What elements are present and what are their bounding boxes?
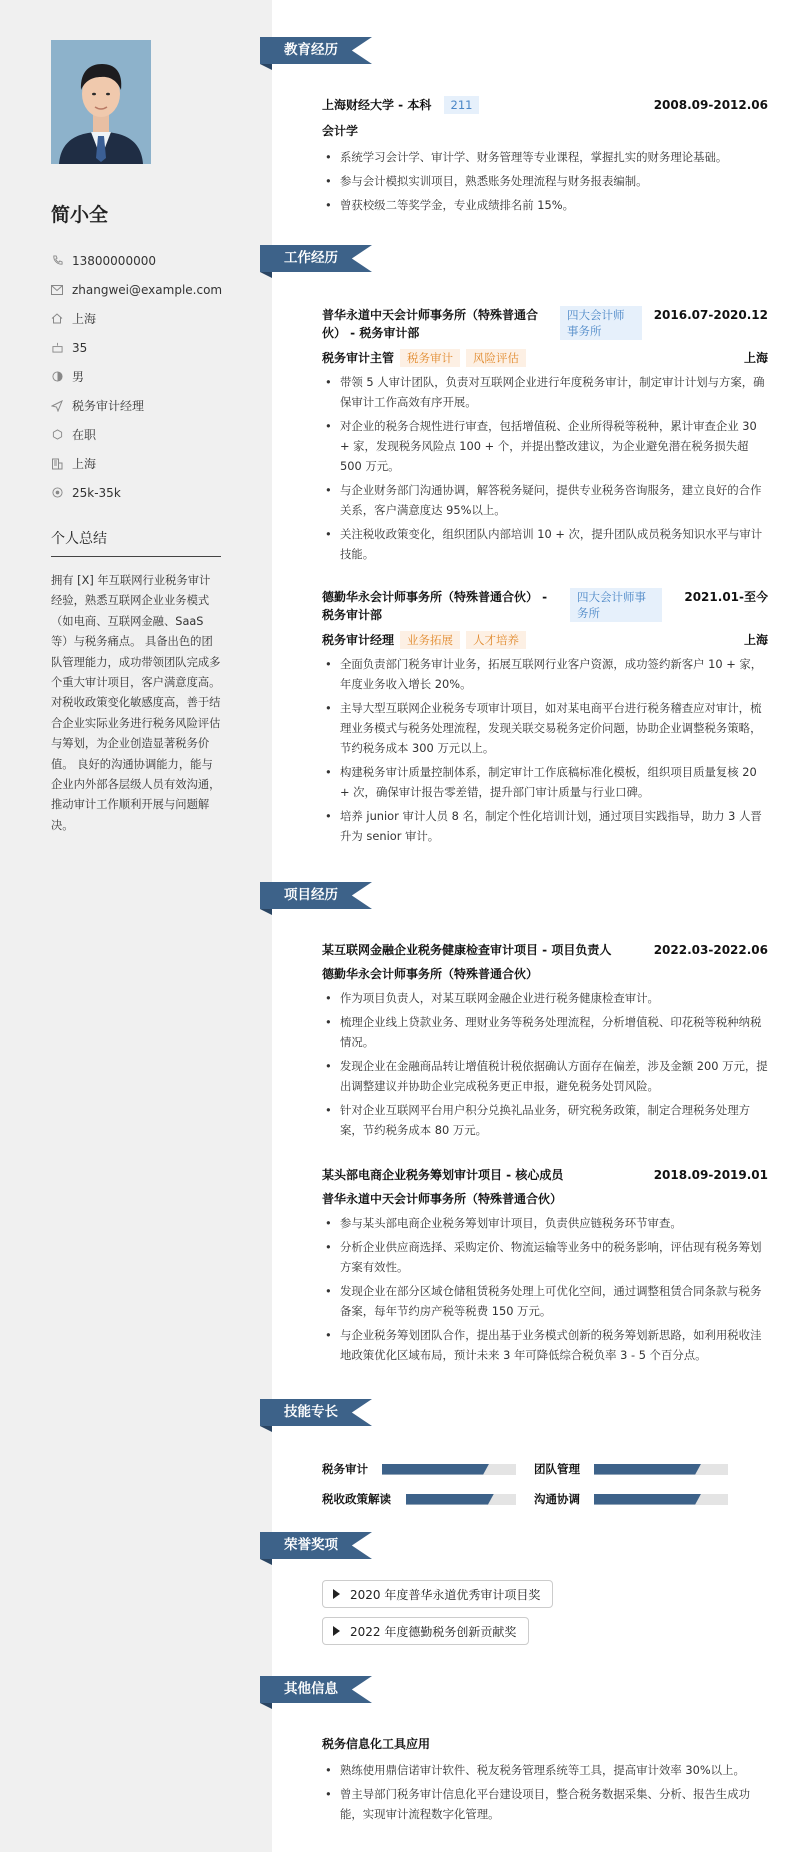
school-name: 上海财经大学 - 本科 [322,98,432,112]
skill-item [322,1461,516,1477]
skill-bar-fill [594,1464,701,1475]
contact-list [51,246,241,507]
list-item: • 系统学习会计学、审计学、财务管理等专业课程，掌握扎实的财务理论基础。 [322,147,768,167]
work-entry [322,588,768,850]
project-bullets [322,1213,768,1365]
award-item[interactable] [322,1580,553,1608]
play-icon [333,1626,340,1636]
project-dates: 2018.09-2019.01 [653,1168,768,1182]
project-title: 某互联网金融企业税务健康检查审计项目 - 项目负责人 [322,943,612,957]
play-icon [333,1589,340,1599]
status-icon [51,429,63,441]
contact-phone [51,246,241,275]
list-item: • 带领 5 人审计团队，负责对互联网企业进行年度税务审计，制定审计计划与方案，确保审计工作高效有序开展。 [322,372,768,412]
contact-gender [51,362,241,391]
section-title: 技能专长 [284,1404,338,1420]
work-bullets [322,654,768,846]
section-title: 荣誉奖项 [284,1537,338,1553]
award-label: 2020 年度普华永道优秀审计项目奖 [350,1587,541,1602]
work-bullets [322,372,768,564]
contact-value: 上海 [72,312,97,326]
list-item: • 参与会计模拟实训项目，熟悉账务处理流程与财务报表编制。 [322,171,768,191]
skill-tag: 业务拓展 [400,631,460,649]
summary-title: 个人总结 [51,528,221,557]
contact-value: 税务审计经理 [72,399,145,413]
project-org: 德勤华永会计师事务所（特殊普通合伙） [322,967,539,981]
list-item: • 全面负责部门税务审计业务，拓展互联网行业客户资源，成功签约新客户 10 + 家，年度业务收入增长 20%。 [322,654,768,694]
section-title: 教育经历 [284,42,338,58]
company-name: 德勤华永会计师事务所（特殊普通合伙） - 税务审计部 [322,590,548,622]
section-title: 工作经历 [284,250,338,266]
list-item: • 曾获校级二等奖学金，专业成绩排名前 15%。 [322,195,768,215]
contact-value: 男 [72,370,85,384]
skill-bar-fill [406,1494,494,1505]
company-badge: 四大会计师事务所 [560,306,642,340]
avatar [51,40,151,164]
section-title: 项目经历 [284,887,338,903]
contact-value: 在职 [72,428,97,442]
skill-tag: 人才培养 [466,631,526,649]
skill-bar-fill [382,1464,489,1475]
project-org: 普华永道中天会计师事务所（特殊普通合伙） [322,1192,563,1206]
job-role: 税务审计主管 [322,351,395,365]
education-bullets [322,147,768,215]
main-content [272,0,794,1852]
contact-position [51,391,241,420]
gender-icon [51,371,63,383]
job-location: 上海 [743,633,768,647]
list-item: • 熟练使用鼎信诺审计软件、税友税务管理系统等工具，提高审计效率 30%以上。 [322,1760,768,1780]
list-item: • 与企业税务筹划团队合作，提出基于业务模式创新的税务筹划新思路，如利用税收洼地政策优化区域布局，预计未来 3 年可降低综合税负率 3 - 5 个百分点。 [322,1325,768,1365]
job-role: 税务审计经理 [322,633,395,647]
skill-name: 沟通协调 [534,1492,580,1506]
skill-bar [382,1464,516,1475]
contact-value: zhangwei@example.com [72,282,223,297]
school-badge: 211 [444,96,480,114]
list-item: • 作为项目负责人，对某互联网金融企业进行税务健康检查审计。 [322,988,768,1008]
other-bullets [322,1760,768,1824]
section-title: 其他信息 [284,1681,338,1697]
work-entry [322,306,768,568]
other-title: 税务信息化工具应用 [322,1737,431,1751]
summary-text: 拥有 [X] 年互联网行业税务审计经验，熟悉互联网企业业务模式（如电商、互联网金融、SaaS 等）与税务痛点。 具备出色的团队管理能力，成功带领团队完成多个重大审计项目，客户满意度高。 对税收政策变化敏感度高，善于结合企业实际业务进行税务风险评估与筹划，为企业创造显著税务价值。 良好的沟通协调能力，能与企业内外部各层级人员有效沟通，推动审计工作顺利开展与问题解决。 [51,574,221,832]
project-dates: 2022.03-2022.06 [653,943,768,957]
salary-icon [51,487,63,499]
company-name: 普华永道中天会计师事务所（特殊普通合伙） - 税务审计部 [322,308,539,340]
skill-item [534,1491,728,1507]
skill-bar [594,1494,728,1505]
skill-tag: 风险评估 [466,349,526,367]
list-item: • 梳理企业线上贷款业务、理财业务等税务处理流程，分析增值税、印花税等税种纳税情况。 [322,1012,768,1052]
list-item: • 主导大型互联网企业税务专项审计项目，如对某电商平台进行税务稽查应对审计，梳理业务模式与税务处理流程，发现关联交易税务定价问题，协助企业调整税务策略，节约税务成本 300 万元以上。 [322,698,768,758]
other-entry [322,1734,768,1828]
contact-city [51,449,241,478]
list-item: • 关注税收政策变化，组织团队内部培训 10 + 次，提升团队成员税务知识水平与审计技能。 [322,524,768,564]
building-icon [51,458,63,470]
list-item: • 分析企业供应商选择、采购定价、物流运输等业务中的税务影响，评估现有税务筹划方案有效性。 [322,1237,768,1277]
skill-tag: 税务审计 [400,349,460,367]
list-item: • 发现企业在金融商品转让增值税计税依据确认方面存在偏差，涉及金额 200 万元，提出调整建议并协助企业完成税务更正申报，避免税务处罚风险。 [322,1056,768,1096]
mail-icon [51,284,63,296]
award-item[interactable] [322,1617,529,1645]
skill-bar [406,1494,516,1505]
project-entry [322,1166,768,1369]
list-item: • 构建税务审计质量控制体系，制定审计工作底稿标准化模板，组织项目质量复核 20 + 次，确保审计报告零差错，提升部门审计质量与行业口碑。 [322,762,768,802]
project-title: 某头部电商企业税务筹划审计项目 - 核心成员 [322,1168,564,1182]
contact-email [51,275,241,304]
contact-status [51,420,241,449]
list-item: • 曾主导部门税务审计信息化平台建设项目，整合税务数据采集、分析、报告生成功能，实现审计流程数字化管理。 [322,1784,768,1824]
send-icon [51,400,63,412]
skill-name: 税收政策解读 [322,1492,391,1506]
job-location: 上海 [743,351,768,365]
list-item: • 培养 junior 审计人员 8 名，制定个性化培训计划，通过项目实践指导，助力 3 人晋升为 senior 审计。 [322,806,768,846]
skill-name: 团队管理 [534,1462,580,1476]
skill-item [534,1461,728,1477]
contact-value: 35 [72,340,88,355]
list-item: • 对企业的税务合规性进行审查，包括增值税、企业所得税等税种，累计审查企业 30 + 家，发现税务风险点 100 + 个，并提出整改建议，为企业避免潜在税务损失超 500 万元。 [322,416,768,476]
project-bullets [322,988,768,1140]
education-entry [322,96,768,219]
list-item: • 发现企业在部分区域仓储租赁税务处理上可优化空间，通过调整租赁合同条款与税务备案，每年节约房产税等税费 150 万元。 [322,1281,768,1321]
skill-name: 税务审计 [322,1462,368,1476]
company-badge: 四大会计师事务所 [570,588,662,622]
skill-bar-fill [594,1494,701,1505]
candidate-name: 简小全 [51,204,109,226]
contact-home [51,304,241,333]
contact-age [51,333,241,362]
work-dates: 2016.07-2020.12 [653,308,768,322]
skill-item [322,1491,516,1507]
list-item: • 参与某头部电商企业税务筹划审计项目，负责供应链税务环节审查。 [322,1213,768,1233]
major: 会计学 [322,124,359,138]
contact-value: 25k-35k [72,485,121,500]
age-icon [51,342,63,354]
list-item: • 与企业财务部门沟通协调，解答税务疑问，提供专业税务咨询服务，建立良好的合作关系，客户满意度达 95%以上。 [322,480,768,520]
contact-salary [51,478,241,507]
home-icon [51,313,63,325]
contact-value: 13800000000 [72,253,156,268]
award-label: 2022 年度德勤税务创新贡献奖 [350,1624,517,1639]
education-dates: 2008.09-2012.06 [653,98,768,112]
skill-bar [594,1464,728,1475]
project-entry [322,941,768,1144]
sidebar [0,0,272,1852]
work-dates: 2021.01-至今 [684,590,768,604]
phone-icon [51,255,63,267]
list-item: • 针对企业互联网平台用户积分兑换礼品业务，研究税务政策，制定合理税务处理方案，节约税务成本 80 万元。 [322,1100,768,1140]
contact-value: 上海 [72,457,97,471]
